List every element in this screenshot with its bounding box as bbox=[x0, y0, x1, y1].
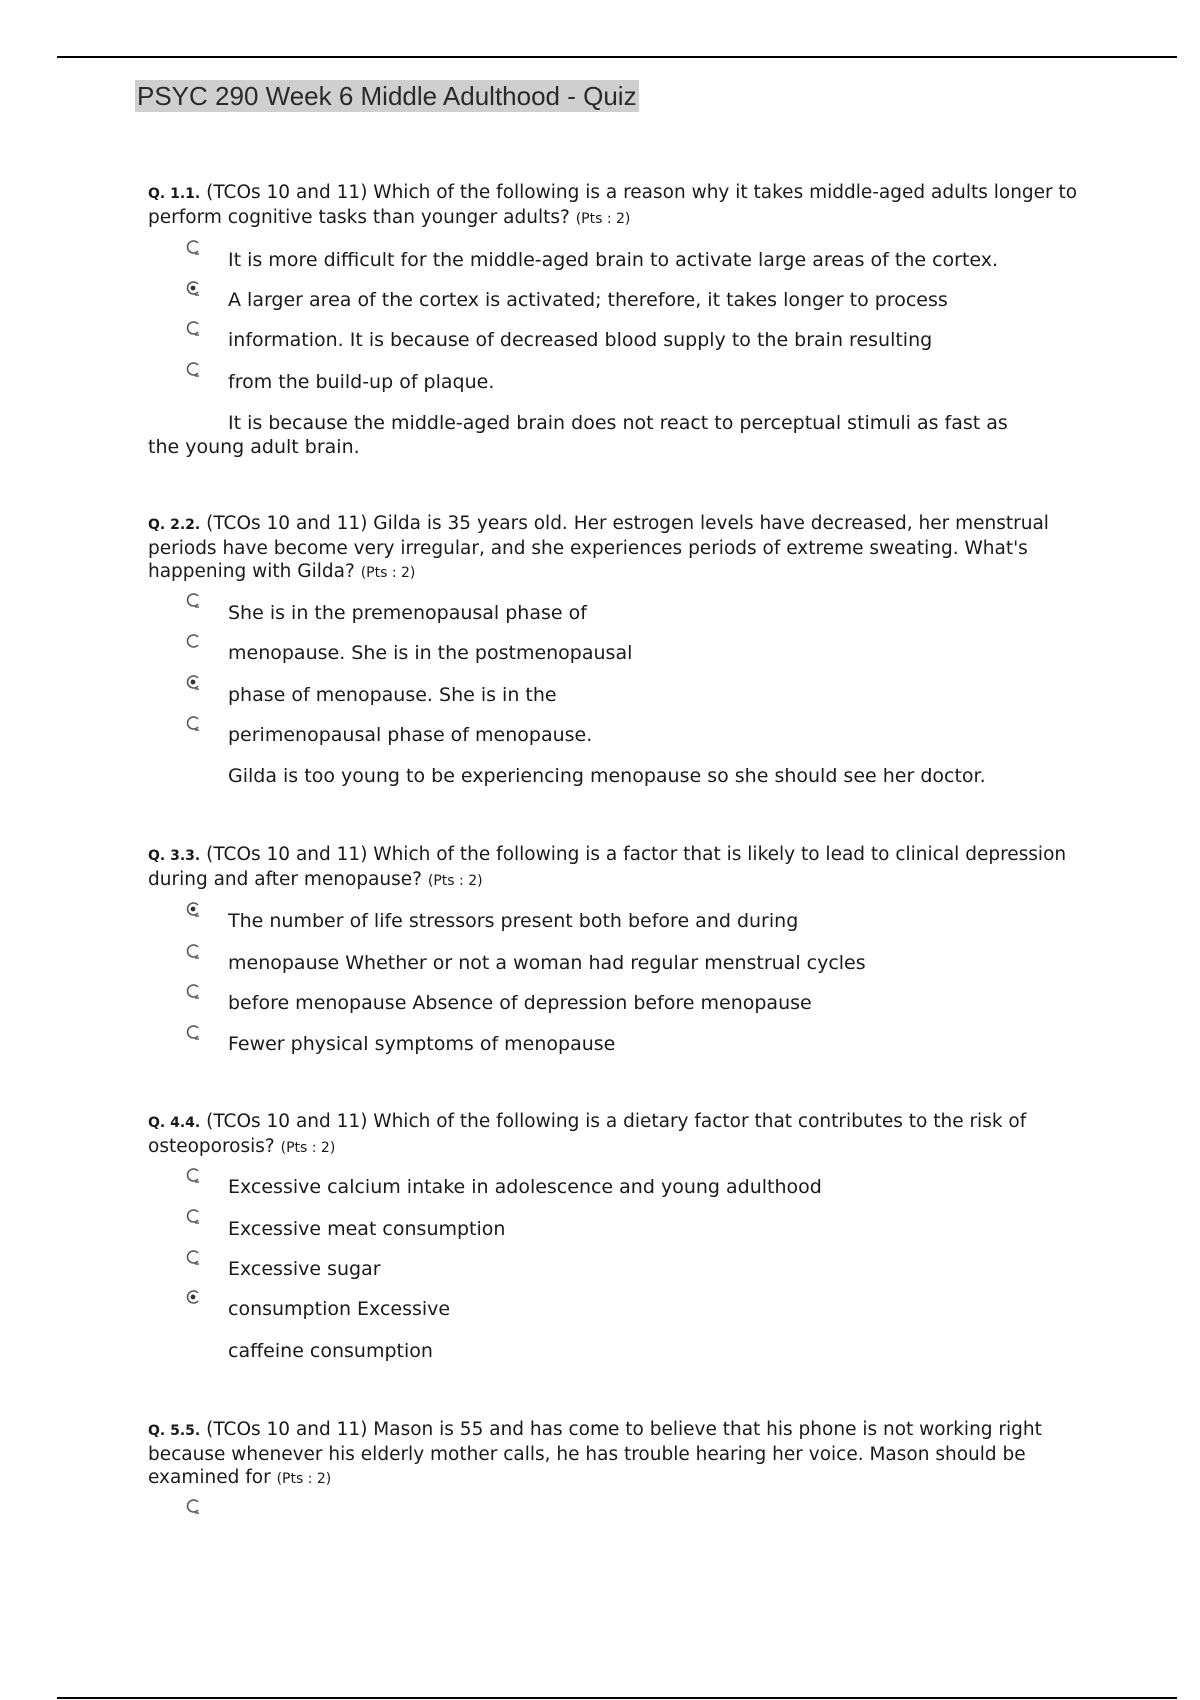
option-q1-1: It is more difficult for the middle-aged brain to activate large areas of the cortex. bbox=[228, 249, 999, 271]
radio-q3-opt1-selected[interactable] bbox=[184, 900, 202, 918]
option-q4-3: Excessive sugar bbox=[228, 1258, 381, 1280]
option-q2-1: She is in the premenopausal phase of bbox=[228, 602, 587, 624]
radio-q4-opt4-selected[interactable] bbox=[184, 1288, 202, 1306]
question-5 bbox=[148, 1418, 1088, 1491]
option-q1-2: A larger area of the cortex is activated; therefore, it takes longer to process bbox=[228, 289, 948, 311]
question-number: Q. 4.4. bbox=[148, 1115, 201, 1131]
radio-q1-opt4[interactable] bbox=[184, 360, 202, 378]
option-q2-4: perimenopausal phase of menopause. bbox=[228, 724, 593, 746]
radio-q4-opt3[interactable] bbox=[184, 1248, 202, 1266]
option-q2-2: menopause. She is in the postmenopausal bbox=[228, 642, 633, 664]
radio-q1-opt2-selected[interactable] bbox=[184, 279, 202, 297]
question-1 bbox=[148, 181, 1088, 231]
page-title: PSYC 290 Week 6 Middle Adulthood - Quiz bbox=[137, 81, 637, 111]
radio-q2-opt1[interactable] bbox=[184, 591, 202, 609]
radio-q2-opt3-selected[interactable] bbox=[184, 673, 202, 691]
question-4 bbox=[148, 1110, 1088, 1160]
question-3 bbox=[148, 843, 1088, 893]
option-q1-continuation: It is because the middle-aged brain does not react to perceptual stimuli as fast as bbox=[228, 412, 1008, 434]
option-q4-1: Excessive calcium intake in adolescence and young adulthood bbox=[228, 1176, 822, 1198]
question-number: Q. 2.2. bbox=[148, 517, 201, 533]
question-points: (Pts : 2) bbox=[360, 565, 416, 581]
question-number: Q. 3.3. bbox=[148, 848, 201, 864]
radio-q1-opt3[interactable] bbox=[184, 319, 202, 337]
radio-q1-opt1[interactable] bbox=[184, 238, 202, 256]
question-points: (Pts : 2) bbox=[575, 211, 631, 227]
question-number: Q. 1.1. bbox=[148, 186, 201, 202]
bottom-divider bbox=[57, 1697, 1177, 1699]
question-2 bbox=[148, 512, 1088, 585]
radio-q3-opt2[interactable] bbox=[184, 942, 202, 960]
option-q3-3: before menopause Absence of depression before menopause bbox=[228, 992, 812, 1014]
option-q2-continuation: Gilda is too young to be experiencing menopause so she should see her doctor. bbox=[228, 765, 986, 787]
option-q1-continuation-2: the young adult brain. bbox=[148, 436, 360, 458]
option-q1-4: from the build-up of plaque. bbox=[228, 371, 495, 393]
option-q2-3: phase of menopause. She is in the bbox=[228, 684, 557, 706]
question-points: (Pts : 2) bbox=[276, 1471, 332, 1487]
question-points: (Pts : 2) bbox=[427, 873, 483, 889]
question-text: (TCOs 10 and 11) Mason is 55 and has come to believe that his phone is not working right because whenever his elderly mother calls, he has trouble hearing her voice. Mason should be examined for bbox=[148, 1419, 1042, 1488]
option-q3-4: Fewer physical symptoms of menopause bbox=[228, 1033, 616, 1055]
radio-q2-opt2[interactable] bbox=[184, 632, 202, 650]
radio-q3-opt4[interactable] bbox=[184, 1023, 202, 1041]
radio-q4-opt2[interactable] bbox=[184, 1207, 202, 1225]
question-number: Q. 5.5. bbox=[148, 1423, 201, 1439]
option-q3-1: The number of life stressors present both before and during bbox=[228, 910, 799, 932]
top-divider bbox=[57, 56, 1177, 58]
option-q4-4: consumption Excessive bbox=[228, 1298, 451, 1320]
radio-q2-opt4[interactable] bbox=[184, 714, 202, 732]
radio-q4-opt1[interactable] bbox=[184, 1166, 202, 1184]
option-q3-2: menopause Whether or not a woman had regular menstrual cycles bbox=[228, 952, 866, 974]
option-q4-2: Excessive meat consumption bbox=[228, 1218, 506, 1240]
radio-q3-opt3[interactable] bbox=[184, 982, 202, 1000]
question-text: (TCOs 10 and 11) Which of the following is a dietary factor that contributes to the risk of osteoporosis? bbox=[148, 1111, 1027, 1157]
option-q1-3: information. It is because of decreased blood supply to the brain resulting bbox=[228, 329, 933, 351]
option-q4-continuation: caffeine consumption bbox=[228, 1340, 433, 1362]
question-text: (TCOs 10 and 11) Gilda is 35 years old. Her estrogen levels have decreased, her menstrual periods have become very irregular, and she experiences periods of extreme sweating. What's happening with Gilda? bbox=[148, 513, 1049, 582]
question-text: (TCOs 10 and 11) Which of the following is a reason why it takes middle-aged adults longer to perform cognitive tasks than younger adults? bbox=[148, 182, 1078, 228]
question-points: (Pts : 2) bbox=[280, 1140, 336, 1156]
question-text: (TCOs 10 and 11) Which of the following is a factor that is likely to lead to clinical depression during and after menopause? bbox=[148, 844, 1067, 890]
radio-q5-opt1[interactable] bbox=[184, 1497, 202, 1515]
